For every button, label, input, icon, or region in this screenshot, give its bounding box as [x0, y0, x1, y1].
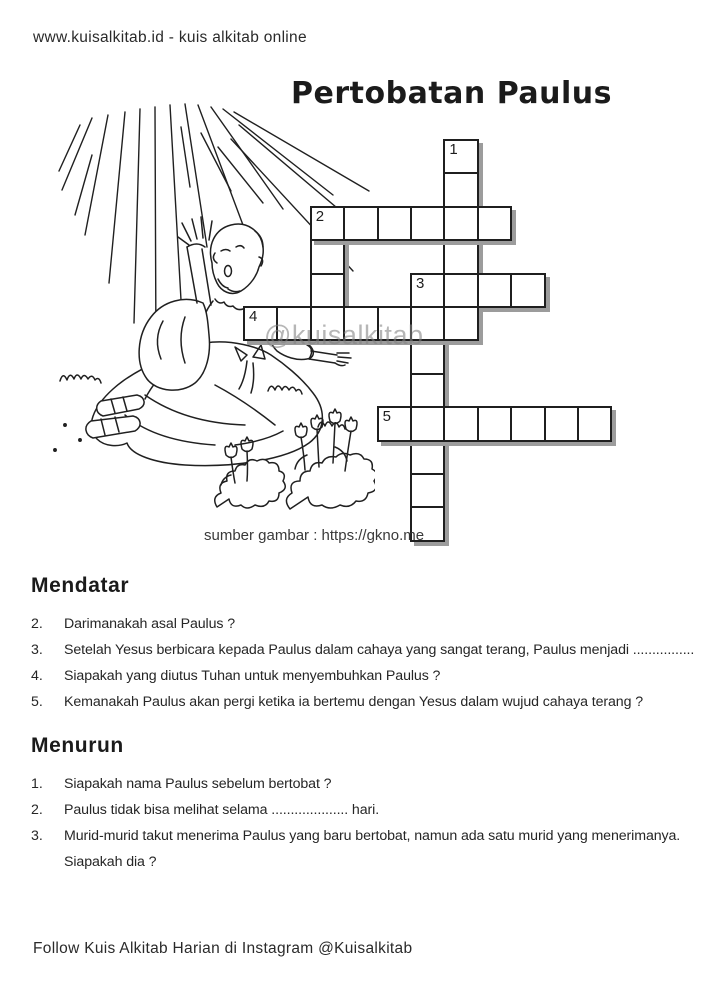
crossword-cell[interactable] [443, 172, 478, 207]
clue-item [31, 663, 705, 689]
crossword-cell[interactable] [443, 273, 478, 308]
across-clues [31, 611, 705, 715]
clue-number: 3. [31, 642, 43, 658]
clue-item [31, 797, 705, 823]
down-clues [31, 771, 705, 875]
crossword-cell[interactable] [443, 406, 478, 441]
clue-item [31, 611, 705, 637]
crossword-cell[interactable] [410, 406, 445, 441]
clue-number: 2. [31, 616, 43, 632]
watermark: @kuisalkitab [264, 320, 424, 350]
clue-text: Kemanakah Paulus akan pergi ketika ia bertemu dengan Yesus dalam wujud cahaya terang ? [64, 694, 643, 710]
crossword-cell[interactable] [510, 406, 545, 441]
clue-item [31, 823, 705, 875]
crossword-cell[interactable] [510, 273, 545, 308]
crossword-cell[interactable] [477, 273, 512, 308]
down-section [31, 734, 705, 875]
clue-number: 2. [31, 802, 43, 818]
clue-item [31, 637, 705, 663]
crossword-cell[interactable] [310, 239, 345, 274]
crossword-cell[interactable] [343, 206, 378, 241]
crossword-word-across-2-2 [310, 206, 512, 241]
crossword-word-across-4-5 [410, 273, 546, 308]
grid-number: 4 [249, 308, 258, 325]
crossword-cell[interactable] [477, 406, 512, 441]
crossword-cell[interactable] [443, 239, 478, 274]
crossword-cell[interactable] [310, 273, 345, 308]
crossword-cell[interactable] [577, 406, 612, 441]
clue-number: 1. [31, 776, 43, 792]
crossword-cell[interactable] [443, 206, 478, 241]
clue-text: Setelah Yesus berbicara kepada Paulus dalam cahaya yang sangat terang, Paulus menjadi ................ [64, 642, 695, 658]
crossword-cell[interactable] [377, 206, 412, 241]
clue-text: Siapakah nama Paulus sebelum bertobat ? [64, 776, 332, 792]
clue-text: Darimanakah asal Paulus ? [64, 616, 235, 632]
crossword-cell[interactable] [410, 373, 445, 408]
clue-number: 5. [31, 694, 43, 710]
crossword-cell[interactable] [544, 406, 579, 441]
crossword-cell[interactable] [410, 473, 445, 508]
image-source-caption: sumber gambar : https://gkno.me [204, 527, 425, 544]
crossword-cell[interactable] [477, 206, 512, 241]
page-title: Pertobatan Paulus [291, 76, 612, 111]
clue-number: 3. [31, 828, 43, 844]
grid-number: 2 [315, 207, 325, 225]
clue-item [31, 771, 705, 797]
down-heading: Menurun [31, 734, 124, 757]
clue-text: Murid-murid takut menerima Paulus yang baru bertobat, namun ada satu murid yang menerimanya. Siapakah dia ? [64, 828, 681, 870]
crossword-cell[interactable] [443, 306, 478, 341]
crossword-word-across-8-4 [377, 406, 613, 441]
grid-number: 3 [416, 274, 425, 292]
clue-item [31, 689, 705, 715]
crossword-cell[interactable] [410, 206, 445, 241]
clue-number: 4. [31, 668, 43, 684]
clue-text: Siapakah yang diutus Tuhan untuk menyembuhkan Paulus ? [64, 668, 441, 684]
footer-note: Follow Kuis Alkitab Harian di Instagram @Kuisalkitab [33, 940, 413, 957]
site-header: www.kuisalkitab.id - kuis alkitab online [33, 29, 307, 46]
across-heading: Mendatar [31, 574, 130, 597]
across-section [31, 574, 705, 715]
crossword-cell[interactable] [410, 440, 445, 475]
grid-number: 5 [382, 408, 391, 426]
clue-text: Paulus tidak bisa melihat selama .................... hari. [64, 802, 380, 818]
grid-number: 1 [449, 141, 458, 158]
